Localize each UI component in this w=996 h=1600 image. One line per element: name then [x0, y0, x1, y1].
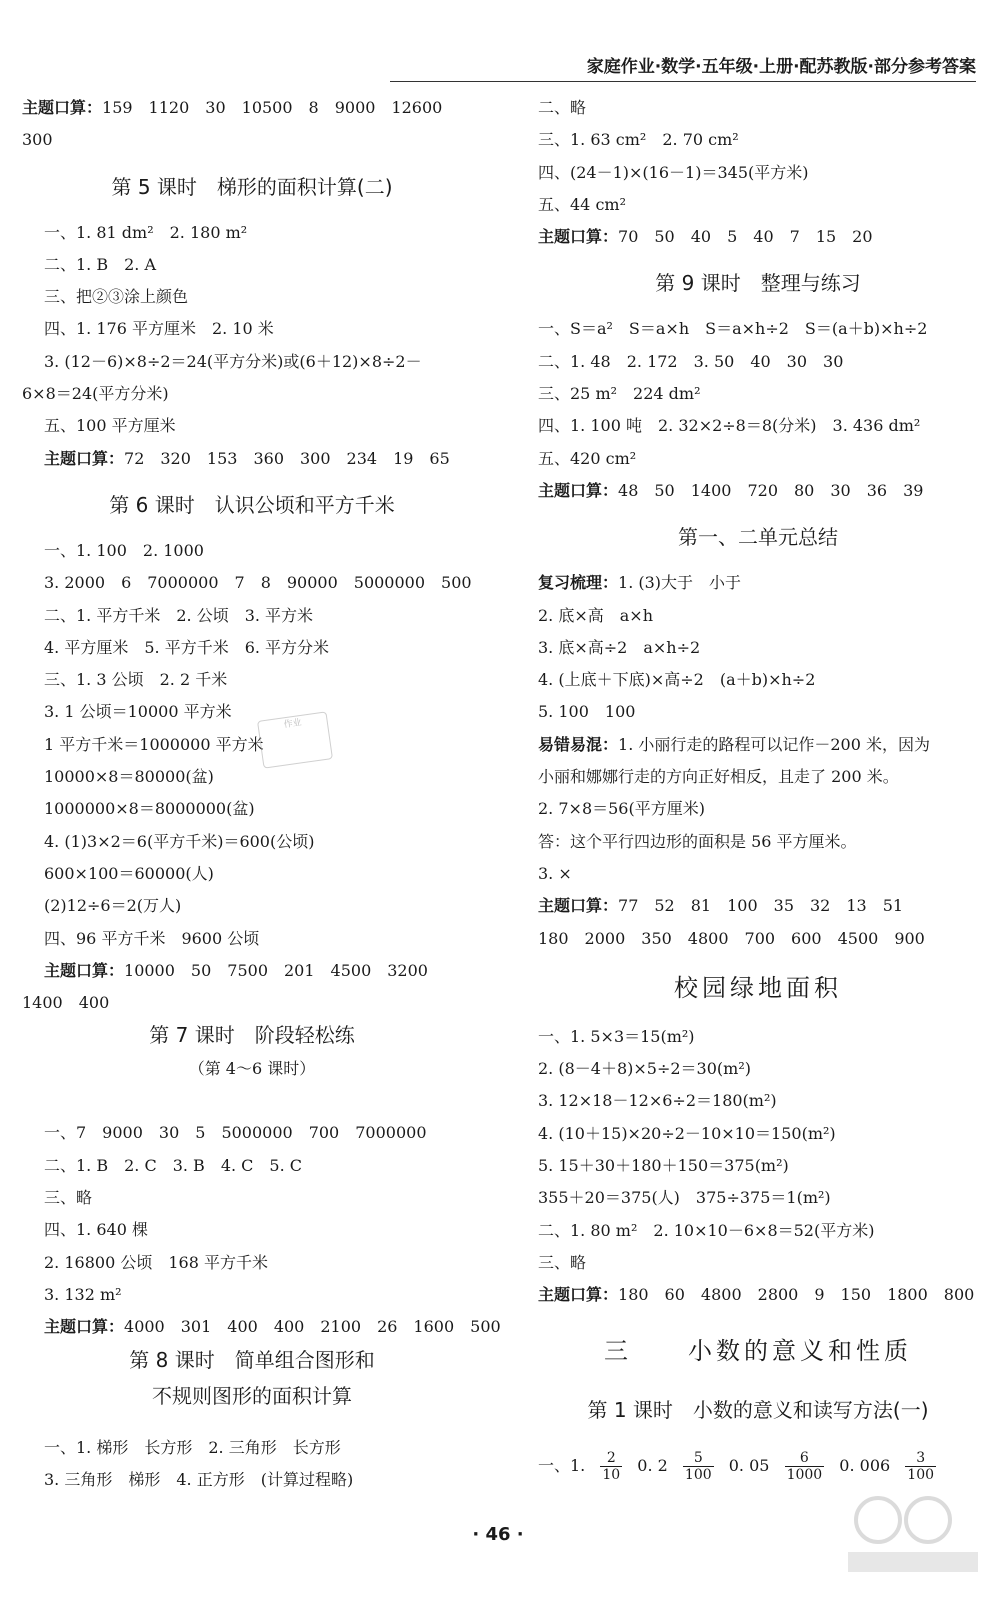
answer-line: 三、25 m² 224 dm²	[538, 384, 701, 404]
answer-line: 一、1. 5×3＝15(m²)	[538, 1026, 695, 1046]
answer-line: 二、1. B 2. C 3. B 4. C 5. C	[44, 1155, 303, 1175]
answer-line: 4. (1)3×2＝6(平方千米)＝600(公顷)	[44, 831, 315, 851]
answer-line: 复习梳理：1. (3)大于 小于	[538, 573, 742, 593]
answer-line: 二、略	[538, 98, 587, 117]
answer-line: 3. 底×高÷2 a×h÷2	[538, 637, 701, 657]
answer-line: 三、略	[44, 1188, 93, 1208]
answer-line: 1 平方千米＝1000000 平方米	[44, 734, 264, 754]
left-column	[22, 92, 501, 1530]
answer-line: 二、1. 80 m² 2. 10×10－6×8＝52(平方米)	[538, 1220, 875, 1240]
answer-line: 4. (上底＋下底)×高÷2 (a＋b)×h÷2	[538, 670, 816, 690]
answer-line: 5. 15＋30＋180＋150＝375(m²)	[538, 1156, 789, 1176]
answer-line: 四、1. 176 平方厘米 2. 10 米	[44, 319, 274, 339]
section-title-lesson6: 第 6 课时 认识公顷和平方千米	[109, 492, 395, 517]
answer-line: 10000×8＝80000(盆)	[44, 767, 214, 787]
answer-line: 2. 底×高 a×h	[538, 605, 654, 625]
answer-line: 6×8＝24(平方分米)	[22, 384, 169, 404]
answer-line: 四、1. 640 棵	[44, 1220, 148, 1240]
answer-line: 3. 132 m²	[44, 1284, 122, 1304]
answer-line: 3. 三角形 梯形 4. 正方形 (计算过程略)	[44, 1469, 354, 1489]
section-title-lesson9: 第 9 课时 整理与练习	[655, 271, 861, 296]
answer-line: 355＋20＝375(人) 375÷375＝1(m²)	[538, 1188, 831, 1208]
answer-line: 四、96 平方千米 9600 公顷	[44, 928, 260, 948]
answer-line: 三、1. 63 cm² 2. 70 cm²	[538, 130, 739, 150]
answer-line: 四、1. 100 吨 2. 32×2÷8＝8(分米) 3. 436 dm²	[538, 416, 921, 436]
section-title-lesson7: 第 7 课时 阶段轻松练	[149, 1023, 355, 1048]
calc-line: 主题口算：10000 50 7500 201 4500 3200	[44, 960, 428, 980]
section-subtitle-lesson7: （第 4～6 课时）	[188, 1059, 316, 1079]
calc-line-cont: 300	[22, 130, 53, 150]
answer-line: 小丽和娜娜行走的方向正好相反，且走了 200 米。	[538, 767, 899, 787]
section-title-decimals-lesson1: 第 1 课时 小数的意义和读写方法(一)	[587, 1397, 929, 1422]
answer-line: 一、1. 81 dm² 2. 180 m²	[44, 222, 248, 242]
answer-line: 3. ×	[538, 863, 572, 883]
answer-line: 一、1. 100 2. 1000	[44, 540, 204, 560]
answer-line: 2. (8－4＋8)×5÷2＝30(m²)	[538, 1059, 751, 1079]
unit-title-decimals: 三 小数的意义和性质	[604, 1336, 912, 1365]
answer-line: 五、100 平方厘米	[44, 416, 176, 436]
answer-line: 五、44 cm²	[538, 194, 626, 214]
calc-line: 主题口算：48 50 1400 720 80 30 36 39	[538, 480, 924, 500]
answer-line: 3. (12－6)×8÷2＝24(平方分米)或(6＋12)×8÷2－	[44, 351, 422, 371]
right-column	[538, 92, 978, 1530]
answer-line: 2. 16800 公顷 168 平方千米	[44, 1252, 268, 1272]
section-title-lesson5: 第 5 课时 梯形的面积计算(二)	[111, 174, 393, 199]
calc-line: 主题口算：180 60 4800 2800 9 150 1800 800	[538, 1285, 975, 1305]
answer-line: 600×100＝60000(人)	[44, 863, 214, 883]
calc-line: 主题口算：72 320 153 360 300 234 19 65	[44, 448, 450, 468]
answer-line: 3. 1 公顷＝10000 平方米	[44, 702, 232, 722]
section-title-lesson8-line2: 不规则图形的面积计算	[152, 1383, 352, 1408]
answer-line: 答：这个平行四边形的面积是 56 平方厘米。	[538, 831, 857, 851]
fraction: $\frac{2}{10}$	[602, 1449, 621, 1483]
calc-line: 主题口算：77 52 81 100 35 32 13 51	[538, 896, 904, 916]
answer-line: 2. 7×8＝56(平方厘米)	[538, 799, 705, 819]
section-title-lesson8: 第 8 课时 简单组合图形和	[129, 1347, 375, 1372]
section-title-campus-green: 校园绿地面积	[674, 973, 842, 1002]
calc-line: 主题口算：70 50 40 5 40 7 15 20	[538, 227, 873, 247]
answer-line: 3. 12×18－12×6÷2＝180(m²)	[538, 1091, 777, 1111]
answer-line: 一、7 9000 30 5 5000000 700 7000000	[44, 1123, 427, 1143]
fraction: $\frac{6}{1000}$	[786, 1449, 823, 1483]
calc-line: 主题口算：4000 301 400 400 2100 26 1600 500	[44, 1317, 501, 1337]
answer-line: 1000000×8＝8000000(盆)	[44, 799, 255, 819]
answer-line: 三、把②③涂上颜色	[44, 287, 189, 307]
fraction-answer-line: 一、1. $\frac{2}{10}$ 0. 2 $\frac{5}{100}$ 0. 05 $\frac{6}{1000}$ 0. 006 $\frac{3}{100}$	[538, 1449, 935, 1483]
answer-line: 一、S＝a² S＝a×h S＝a×h÷2 S＝(a＋b)×h÷2	[538, 319, 928, 339]
fraction: $\frac{5}{100}$	[684, 1449, 712, 1483]
fraction: $\frac{3}{100}$	[907, 1449, 935, 1483]
answer-line: 五、420 cm²	[538, 448, 637, 468]
answer-line: 一、1. 梯形 长方形 2. 三角形 长方形	[44, 1437, 341, 1457]
calc-line-cont: 1400 400	[22, 993, 110, 1013]
stamp-mark: 作业	[257, 711, 333, 768]
answer-line: 易错易混：1. 小丽行走的路程可以记作－200 米，因为	[538, 734, 930, 754]
answer-line: 二、1. 平方千米 2. 公顷 3. 平方米	[44, 605, 314, 625]
calc-line: 主题口算：159 1120 30 10500 8 9000 12600	[22, 98, 443, 117]
answer-line: 二、1. 48 2. 172 3. 50 40 30 30	[538, 351, 844, 371]
answer-line: 3. 2000 6 7000000 7 8 90000 5000000 500	[44, 573, 472, 593]
answer-line: 三、1. 3 公顷 2. 2 千米	[44, 670, 228, 690]
page-number: · 46 ·	[472, 1524, 524, 1545]
calc-line-cont: 180 2000 350 4800 700 600 4500 900	[538, 928, 925, 948]
section-title-unit-summary: 第一、二单元总结	[678, 525, 838, 550]
answer-line: 四、(24－1)×(16－1)＝345(平方米)	[538, 162, 809, 182]
answer-line: 4. (10＋15)×20÷2－10×10＝150(m²)	[538, 1123, 836, 1143]
answer-line: 5. 100 100	[538, 702, 636, 722]
answer-line: 二、1. B 2. A	[44, 254, 157, 274]
answer-line: (2)12÷6＝2(万人)	[44, 896, 182, 916]
answer-line: 三、略	[538, 1252, 587, 1272]
answer-line: 4. 平方厘米 5. 平方千米 6. 平方分米	[44, 637, 330, 657]
page-header: 家庭作业·数学·五年级·上册·配苏教版·部分参考答案	[390, 52, 976, 82]
